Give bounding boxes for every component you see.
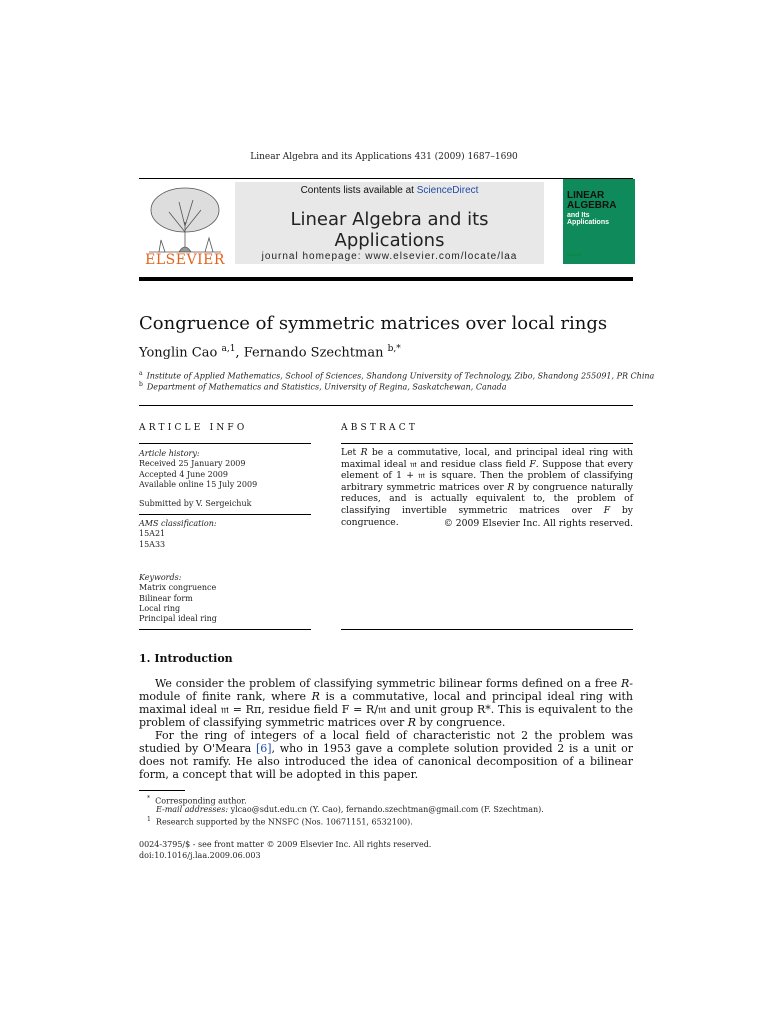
- cover-subtitle: and Its Applications: [567, 212, 610, 226]
- cover-publisher: Elsevier: [567, 252, 582, 257]
- author-name: Fernando Szechtman: [243, 345, 384, 361]
- intro-paragraph-2: For the ring of integers of a local field of characteristic not 2 the problem was studied by O'Meara [6], who in 1953 gave a complete solution provided 2 is a unit or does not ramify. He also introduced the idea of canonical decomposition of a bilinear form, a concept that will be adopted in this paper.: [139, 729, 633, 781]
- submitted-by: Submitted by V. Sergeichuk: [139, 499, 252, 508]
- journal-homepage[interactable]: journal homepage: www.elsevier.com/locate/laa: [261, 251, 518, 262]
- abstract-copyright: © 2009 Elsevier Inc. All rights reserved.: [443, 518, 633, 529]
- divider: [139, 629, 311, 630]
- divider: [139, 514, 311, 515]
- footnote-corresponding: * Corresponding author.: [147, 795, 247, 806]
- article-history: Article history: Received 25 January 2009 Accepted 4 June 2009 Available online 15 July 2009: [139, 449, 258, 489]
- author-name: Yonglin Cao: [139, 345, 218, 361]
- header-bottom-rule: [139, 277, 633, 281]
- header-top-rule: [139, 178, 633, 179]
- affiliation-a: $^a$ Institute of Applied Mathematics, School of Sciences, Shandong University of Technology, Zibo, Shandong 255091, PR China: [139, 370, 655, 381]
- article-title: Congruence of symmetric matrices over local rings: [139, 313, 608, 334]
- ams-classification: AMS classification: 15A21 15A33: [139, 519, 217, 549]
- divider: [139, 405, 633, 406]
- journal-title: Linear Algebra and its Applications: [290, 209, 489, 251]
- divider: [139, 443, 311, 444]
- author-list: Yonglin Cao $^{a,1}$, Fernando Szechtman $^{b,*}$: [139, 344, 401, 361]
- front-matter: 0024-3795/$ - see front matter © 2009 Elsevier Inc. All rights reserved.: [139, 840, 432, 849]
- intro-paragraph-1: We consider the problem of classifying symmetric bilinear forms defined on a free R-module of finite rank, where R is a commutative, local and principal ideal ring with maximal ideal 𝔪 = Rπ, residue field F = R/𝔪 and unit group R*. This is equivalent to the problem of classifying symmetric matrices over R by congruence.: [139, 677, 633, 729]
- footnote-emails: E-mail addresses: ylcao@sdut.edu.cn (Y. Cao), fernando.szechtman@gmail.com (F. Szechtman).: [156, 805, 544, 814]
- article-info-heading: ARTICLE INFO: [139, 423, 248, 433]
- footnote-funding: $^1$ Research supported by the NNSFC (Nos. 10671151, 6532100).: [147, 816, 413, 827]
- keywords: Keywords: Matrix congruence Bilinear form Local ring Principal ideal ring: [139, 573, 217, 624]
- footnote-rule: [139, 790, 185, 791]
- divider: [341, 443, 633, 444]
- divider: [341, 629, 633, 630]
- abstract-heading: ABSTRACT: [341, 423, 419, 433]
- journal-citation: Linear Algebra and its Applications 431 (2009) 1687–1690: [250, 152, 518, 162]
- doi[interactable]: doi:10.1016/j.laa.2009.06.003: [139, 851, 261, 860]
- affiliation-b: $^b$ Department of Mathematics and Statistics, University of Regina, Saskatchewan, Canada: [139, 381, 507, 392]
- citation-link[interactable]: [6]: [255, 742, 272, 755]
- sciencedirect-link[interactable]: ScienceDirect: [416, 185, 479, 196]
- cover-title: LINEAR ALGEBRA: [567, 190, 617, 211]
- contents-line: Contents lists available at ScienceDirect: [300, 185, 479, 196]
- abstract-text: Let R be a commutative, local, and principal ideal ring with maximal ideal 𝔪 and residue class field F. Suppose that every element of 1 + 𝔪 is square. Then the problem of classifying arbitrary symmetric matrices over R by congruence naturally reduces, and is actually equivalent to, the problem of classifying invertible symmetric matrices over F by congruence.: [341, 447, 633, 528]
- publisher-name: ELSEVIER: [145, 252, 225, 268]
- section-heading-introduction: 1. Introduction: [139, 652, 233, 665]
